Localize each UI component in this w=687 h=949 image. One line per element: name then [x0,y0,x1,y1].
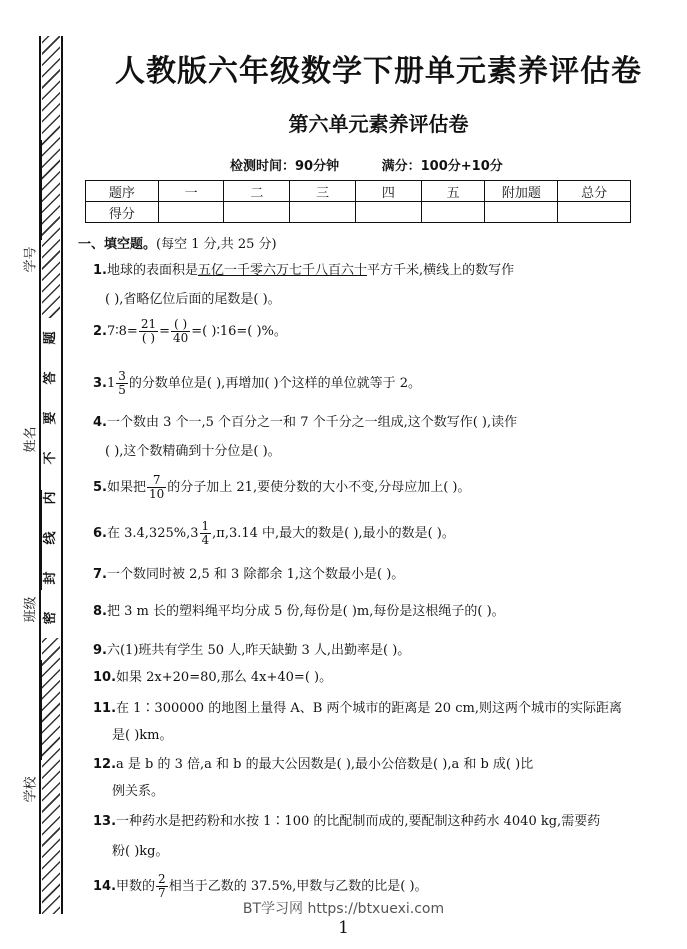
page-title: 人教版六年级数学下册单元素养评估卷 [115,54,642,89]
exam-meta [230,155,541,174]
question-2[interactable]: 2.7∶8= $\frac{21}{( )}$ = $\frac{( )}{40}$ =( )∶16=( )%。 [93,317,287,345]
time-limit: 检测时间：90分钟 [230,159,340,174]
page-number: 1 [338,918,349,938]
score-cell[interactable] [224,202,290,223]
question-4-cont[interactable]: ( ),这个数精确到十分位是( )。 [105,444,281,459]
score-cell[interactable] [355,202,421,223]
score-cell[interactable] [558,202,631,223]
score-table-row: 得分 [86,202,631,223]
question-6[interactable]: 6.在 3.4,325%,3 $\frac{1}{4}$ ,π,3.14 中,最大的数是( ),最小的数是( )。 [93,519,455,547]
score-cell[interactable] [485,202,558,223]
question-14[interactable]: 14.甲数的 $\frac{2}{7}$ 相当于乙数的 37.5%,甲数与乙数的比是( )。 [93,872,428,900]
page-subtitle: 第六单元素养评估卷 [288,112,469,136]
question-4[interactable]: 4.一个数由 3 个一,5 个百分之一和 7 个千分之一组成,这个数写作( ),读作 [93,415,518,430]
score-cell[interactable] [421,202,485,223]
margin-line-inner [61,36,63,914]
name-field[interactable]: 姓名 [10,330,38,490]
full-score: 满分：100分+10分 [381,159,503,174]
question-11[interactable]: 11.在 1∶300000 的地图上量得 A、B 两个城市的距离是 20 cm,则这两个城市的实际距离 [93,701,622,716]
question-1-cont[interactable]: ( ),省略亿位后面的尾数是( )。 [105,292,281,307]
class-field[interactable]: 班级 [23,596,39,623]
question-12-cont: 例关系。 [112,784,165,799]
score-table [85,180,631,223]
question-3[interactable]: 3.1 $\frac{3}{5}$ 的分数单位是( ),再增加( )个这样的单位就等于 2。 [93,369,421,397]
question-9[interactable]: 9.六(1)班共有学生 50 人,昨天缺勤 3 人,出勤率是( )。 [93,643,411,658]
seal-text: 题 答 要 不 内 线 封 密 [42,318,60,638]
score-cell[interactable] [290,202,356,223]
watermark: BT学习网 https://btxuexi.com [242,901,445,917]
question-5[interactable]: 5.如果把 $\frac{7}{10}$ 的分子加上 21,要使分数的大小不变,分母应加上( )。 [93,473,471,501]
question-8[interactable]: 8.把 3 m 长的塑料绳平均分成 5 份,每份是( )m,每份是这根绳子的( )。 [93,604,505,619]
question-1: 1.地球的表面积是五亿一千零六万七千八百六十平方千米,横线上的数写作 [93,263,515,278]
question-10[interactable]: 10.如果 2x+20=80,那么 4x+40=( )。 [93,670,333,685]
school-field[interactable]: 学校 [10,660,38,820]
binding-margin [0,0,70,949]
question-11-cont[interactable]: 是( )km。 [112,728,173,743]
score-cell[interactable] [158,202,224,223]
question-12[interactable]: 12.a 是 b 的 3 倍,a 和 b 的最大公因数是( ),最小公倍数是( ),a 和 b 成( )比 [93,757,534,772]
section-heading: 一、填空题。(每空 1 分,共 25 分) [78,237,277,252]
question-7[interactable]: 7.一个数同时被 2,5 和 3 除都余 1,这个数最小是( )。 [93,567,405,582]
question-13[interactable]: 13.一种药水是把药粉和水按 1∶100 的比配制而成的,要配制这种药水 4040 kg,需要药 [93,814,601,829]
question-13-cont[interactable]: 粉( )kg。 [112,844,169,859]
score-table-header: 题序 一 二 三 四 五 附加题 总分 [86,181,631,202]
student-id-field[interactable]: 学号 [10,140,38,340]
